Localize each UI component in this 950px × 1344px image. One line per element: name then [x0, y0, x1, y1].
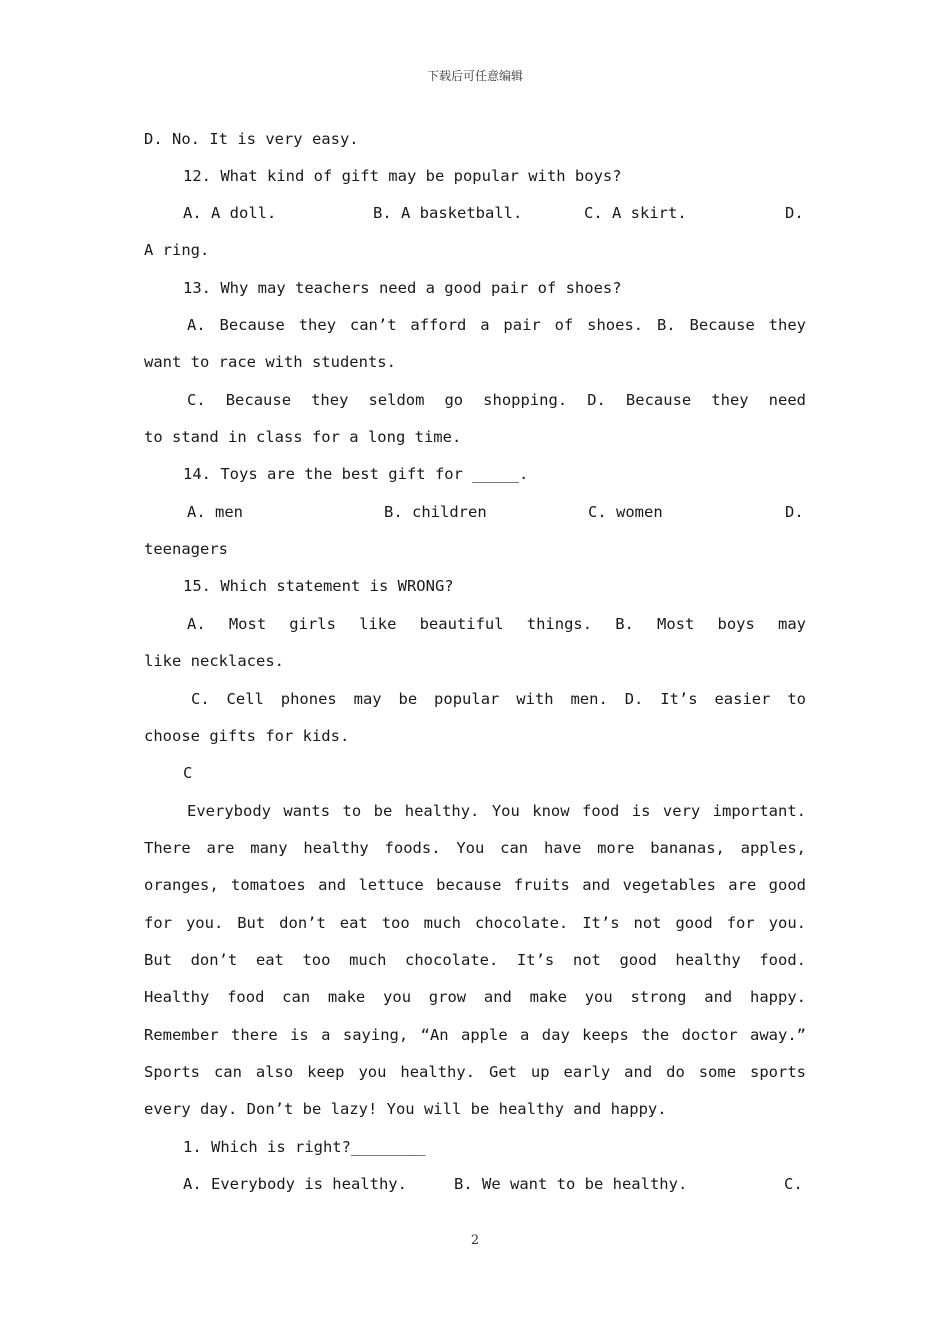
option-line: choose gifts for kids. [144, 727, 350, 745]
option-line: C. Because they seldom go shopping. D. Because they need [187, 391, 806, 409]
option-line: A. Most girls like beautiful things. B. Most boys may [187, 615, 806, 633]
question-13: 13. Why may teachers need a good pair of shoes? [183, 279, 622, 297]
option-line: D. No. It is very easy. [144, 130, 359, 148]
question-15: 15. Which statement is WRONG? [183, 577, 454, 595]
option-d: D. [785, 503, 804, 521]
passage-line: There are many healthy foods. You can have more bananas, apples, [144, 839, 806, 857]
passage-line: oranges, tomatoes and lettuce because fruits and vegetables are good [144, 876, 806, 894]
option-a: A. Everybody is healthy. [183, 1175, 407, 1193]
passage-line: every day. Don’t be lazy! You will be healthy and happy. [144, 1100, 667, 1118]
option-d: D. [785, 204, 804, 222]
question-1: 1. Which is right?________ [183, 1138, 426, 1156]
option-line: want to race with students. [144, 353, 396, 371]
option-d-text: teenagers [144, 540, 228, 558]
option-b: B. A basketball. [373, 204, 523, 222]
option-a: A. A doll. [183, 204, 277, 222]
question-12: 12. What kind of gift may be popular with boys? [183, 167, 622, 185]
passage-line: for you. But don’t eat too much chocolate. It’s not good for you. [144, 914, 806, 932]
option-line: C. Cell phones may be popular with men. D. It’s easier to [191, 690, 806, 708]
option-line: like necklaces. [144, 652, 284, 670]
passage-line: Remember there is a saying, “An apple a day keeps the doctor away.” [144, 1026, 806, 1044]
passage-line: Sports can also keep you healthy. Get up early and do some sports [144, 1063, 806, 1081]
passage-line: Everybody wants to be healthy. You know food is very important. [187, 802, 806, 820]
question-14: 14. Toys are the best gift for _____. [183, 465, 529, 483]
option-line: A. Because they can’t afford a pair of shoes. B. Because they [187, 316, 806, 334]
option-c: C. women [588, 503, 663, 521]
section-c-heading: C [183, 764, 193, 782]
option-a: A. men [187, 503, 243, 521]
option-b: B. We want to be healthy. [454, 1175, 688, 1193]
option-c: C. A skirt. [584, 204, 687, 222]
passage-line: Healthy food can make you grow and make you strong and happy. [144, 988, 806, 1006]
option-d-text: A ring. [144, 241, 210, 259]
page-number: 2 [470, 1233, 480, 1248]
page-header: 下载后可任意编辑 [426, 69, 523, 83]
option-b: B. children [384, 503, 487, 521]
option-c: C. [784, 1175, 803, 1193]
option-line: to stand in class for a long time. [144, 428, 462, 446]
passage-line: But don’t eat too much chocolate. It’s not good healthy food. [144, 951, 806, 969]
